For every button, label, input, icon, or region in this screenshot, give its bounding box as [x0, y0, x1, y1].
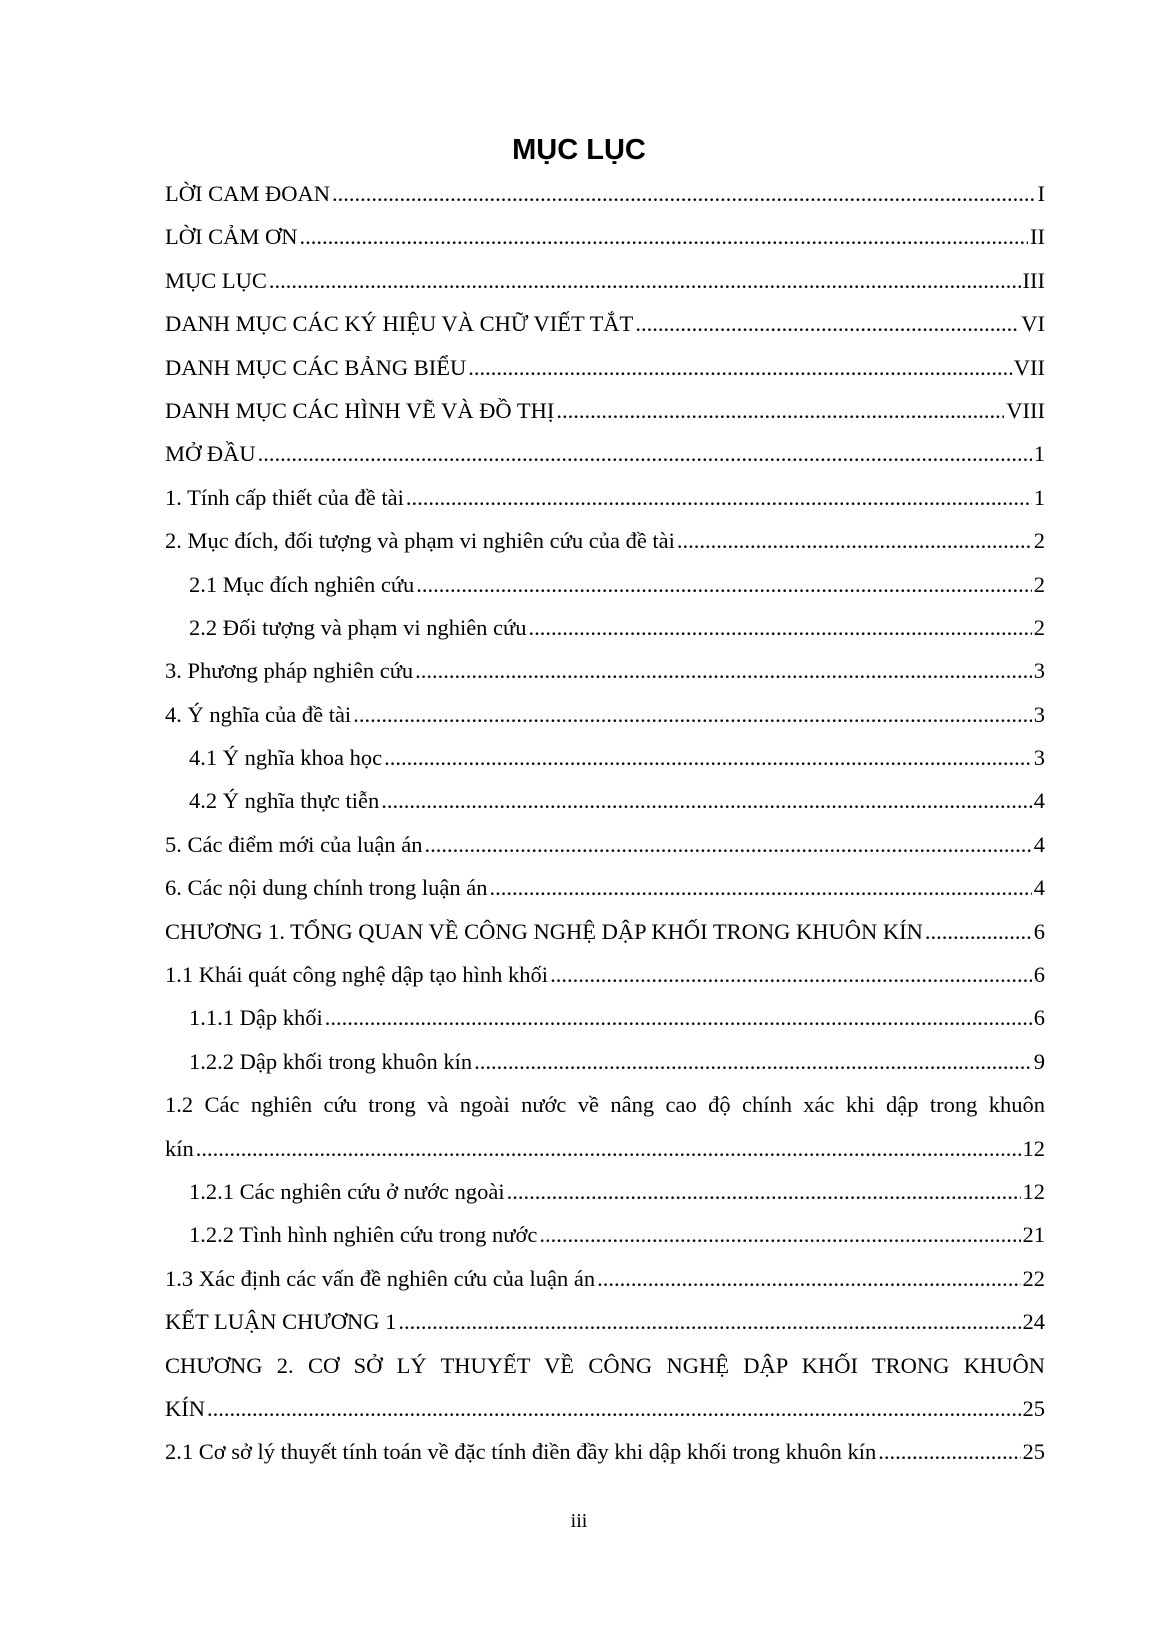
- toc-entry-label: CHƯƠNG 1. TỔNG QUAN VỀ CÔNG NGHỆ DẬP KHỐI TRONG KHUÔN KÍN: [165, 918, 923, 944]
- toc-entry[interactable]: [165, 519, 1045, 562]
- toc-entry-page-number: 3: [1033, 658, 1045, 684]
- toc-entry-label: 1.2.2 Dập khối trong khuôn kín: [189, 1048, 473, 1074]
- leader-dots: [550, 953, 1032, 996]
- toc-entry[interactable]: [165, 215, 1045, 258]
- toc-entry-label: 1.3 Xác định các vấn đề nghiên cứu của luận án: [165, 1265, 596, 1291]
- toc-entry[interactable]: [165, 1300, 1045, 1343]
- toc-entry-label: DANH MỤC CÁC HÌNH VẼ VÀ ĐỒ THỊ: [165, 397, 555, 423]
- toc-entry[interactable]: [165, 172, 1045, 215]
- toc-entry[interactable]: [165, 996, 1045, 1039]
- toc-entry-label: 5. Các điểm mới của luận án: [165, 831, 423, 857]
- leader-dots: [384, 736, 1032, 779]
- toc-entry-page-number: 6: [1033, 962, 1045, 988]
- leader-dots: [207, 1387, 1021, 1430]
- leader-dots: [381, 779, 1031, 822]
- leader-dots: [925, 910, 1032, 953]
- leader-dots: [258, 432, 1032, 475]
- toc-entry-page-number: 3: [1033, 745, 1045, 771]
- toc-entry-label: 1.1 Khái quát công nghệ dập tạo hình khối: [165, 962, 549, 988]
- toc-entry-label: 4.2 Ý nghĩa thực tiễn: [189, 788, 380, 814]
- toc-entry[interactable]: [165, 1257, 1045, 1300]
- toc-entry-page-number: 25: [1022, 1439, 1045, 1465]
- toc-entry[interactable]: [165, 302, 1045, 345]
- toc-entry-page-number: 12: [1022, 1135, 1045, 1161]
- leader-dots: [556, 389, 1004, 432]
- toc-entry[interactable]: [165, 1040, 1045, 1083]
- toc-entry-page-number: 24: [1022, 1309, 1045, 1335]
- leader-dots: [416, 563, 1031, 606]
- toc-entry-page-number: 9: [1033, 1048, 1045, 1074]
- toc-entry-page-number: 1: [1033, 441, 1045, 467]
- leader-dots: [332, 172, 1036, 215]
- footer-page-number: iii: [570, 1510, 588, 1532]
- toc-entry-label: 1.2 Các nghiên cứu trong và ngoài nước về nâng cao độ chính xác khi dập trong khuôn: [165, 1092, 1045, 1118]
- toc-entry[interactable]: [165, 779, 1045, 822]
- toc-entry-label: 1.2.1 Các nghiên cứu ở nước ngoài: [189, 1178, 505, 1204]
- toc-entry-page-number: 6: [1033, 918, 1045, 944]
- leader-dots: [353, 693, 1032, 736]
- leader-dots: [398, 1300, 1020, 1343]
- toc-entry-label: 2.2 Đối tượng và phạm vi nghiên cứu: [189, 614, 527, 640]
- leader-dots: [468, 346, 1011, 389]
- leader-dots: [415, 649, 1032, 692]
- toc-entry-page-number: VI: [1021, 311, 1045, 337]
- page-title: MỤC LỤC: [512, 134, 646, 166]
- toc-entry-label: 3. Phương pháp nghiên cứu: [165, 658, 414, 684]
- toc-entry-label: 2.1 Mục đích nghiên cứu: [189, 571, 415, 597]
- toc-entry[interactable]: [165, 910, 1045, 953]
- leader-dots: [269, 259, 1021, 302]
- leader-dots: [597, 1257, 1020, 1300]
- leader-dots: [474, 1040, 1032, 1083]
- toc-entry-label: 4.1 Ý nghĩa khoa học: [189, 745, 383, 771]
- leader-dots: [424, 823, 1031, 866]
- toc-entry-page-number: 2: [1033, 614, 1045, 640]
- toc-entry-page-number: 1: [1033, 484, 1045, 510]
- toc-entry[interactable]: [165, 389, 1045, 432]
- toc-entry-label: 1.1.1 Dập khối: [189, 1005, 323, 1031]
- toc-entry-page-number: VIII: [1006, 397, 1045, 423]
- toc-entry-label: 1.2.2 Tình hình nghiên cứu trong nước: [189, 1222, 538, 1248]
- toc-entry[interactable]: [165, 823, 1045, 866]
- toc-entry[interactable]: [165, 476, 1045, 519]
- leader-dots: [635, 302, 1019, 345]
- toc-entry-page-number: 4: [1033, 788, 1045, 814]
- toc-entry-label: LỜI CẢM ƠN: [165, 224, 298, 250]
- toc-entry[interactable]: [165, 1344, 1045, 1387]
- toc-entry[interactable]: [165, 736, 1045, 779]
- table-of-contents: [165, 172, 1045, 1474]
- toc-entry[interactable]: [165, 953, 1045, 996]
- toc-entry-label: kín: [165, 1135, 194, 1161]
- toc-entry-page-number: 25: [1022, 1395, 1045, 1421]
- toc-entry-label: DANH MỤC CÁC BẢNG BIỂU: [165, 354, 467, 380]
- leader-dots: [878, 1430, 1020, 1473]
- toc-entry-label: DANH MỤC CÁC KÝ HIỆU VÀ CHỮ VIẾT TẮT: [165, 311, 634, 337]
- toc-entry-label: LỜI CAM ĐOAN: [165, 181, 330, 206]
- toc-entry-page-number: 3: [1033, 701, 1045, 727]
- toc-entry-label: 1. Tính cấp thiết của đề tài: [165, 484, 404, 510]
- leader-dots: [677, 519, 1032, 562]
- toc-entry-page-number: III: [1022, 267, 1045, 293]
- leader-dots: [196, 1127, 1021, 1170]
- toc-entry-page-number: 2: [1033, 528, 1045, 554]
- toc-entry-label: KẾT LUẬN CHƯƠNG 1: [165, 1309, 397, 1335]
- toc-entry[interactable]: [165, 563, 1045, 606]
- toc-entry[interactable]: [165, 1213, 1045, 1256]
- toc-entry[interactable]: [165, 1083, 1045, 1126]
- toc-entry-label: MỞ ĐẦU: [165, 441, 256, 467]
- toc-entry-page-number: VII: [1013, 354, 1045, 380]
- toc-entry-page-number: 4: [1033, 875, 1045, 901]
- toc-entry[interactable]: [165, 649, 1045, 692]
- toc-entry-label: 4. Ý nghĩa của đề tài: [165, 701, 352, 727]
- toc-entry-label: 6. Các nội dung chính trong luận án: [165, 875, 488, 901]
- toc-entry[interactable]: [165, 606, 1045, 649]
- toc-entry-continuation[interactable]: [165, 1387, 1045, 1430]
- leader-dots: [489, 866, 1031, 909]
- toc-entry-label: CHƯƠNG 2. CƠ SỞ LÝ THUYẾT VỀ CÔNG NGHỆ DẬP KHỐI TRONG KHUÔN: [165, 1352, 1045, 1378]
- leader-dots: [325, 996, 1032, 1039]
- toc-entry-page-number: II: [1030, 224, 1045, 250]
- toc-entry-page-number: 12: [1022, 1178, 1045, 1204]
- leader-dots: [406, 476, 1032, 519]
- toc-entry[interactable]: [165, 693, 1045, 736]
- toc-entry-page-number: 21: [1022, 1222, 1045, 1248]
- toc-entry-page-number: 22: [1022, 1265, 1045, 1291]
- toc-entry[interactable]: [165, 346, 1045, 389]
- leader-dots: [300, 215, 1029, 258]
- toc-entry-page-number: 6: [1033, 1005, 1045, 1031]
- toc-entry-continuation[interactable]: [165, 1127, 1045, 1170]
- toc-entry-label: 2.1 Cơ sở lý thuyết tính toán về đặc tính điền đầy khi dập khối trong khuôn kín: [165, 1439, 877, 1465]
- toc-entry[interactable]: [165, 1170, 1045, 1213]
- leader-dots: [539, 1213, 1020, 1256]
- toc-entry-label: MỤC LỤC: [165, 267, 267, 293]
- leader-dots: [529, 606, 1032, 649]
- toc-entry-label: KÍN: [165, 1395, 205, 1421]
- toc-entry[interactable]: [165, 866, 1045, 909]
- toc-entry[interactable]: [165, 259, 1045, 302]
- toc-entry-label: 2. Mục đích, đối tượng và phạm vi nghiên cứu của đề tài: [165, 528, 675, 554]
- toc-entry[interactable]: [165, 432, 1045, 475]
- toc-entry-page-number: I: [1037, 181, 1045, 206]
- leader-dots: [507, 1170, 1021, 1213]
- toc-entry-page-number: 4: [1033, 831, 1045, 857]
- toc-entry[interactable]: [165, 1430, 1045, 1473]
- toc-entry-page-number: 2: [1033, 571, 1045, 597]
